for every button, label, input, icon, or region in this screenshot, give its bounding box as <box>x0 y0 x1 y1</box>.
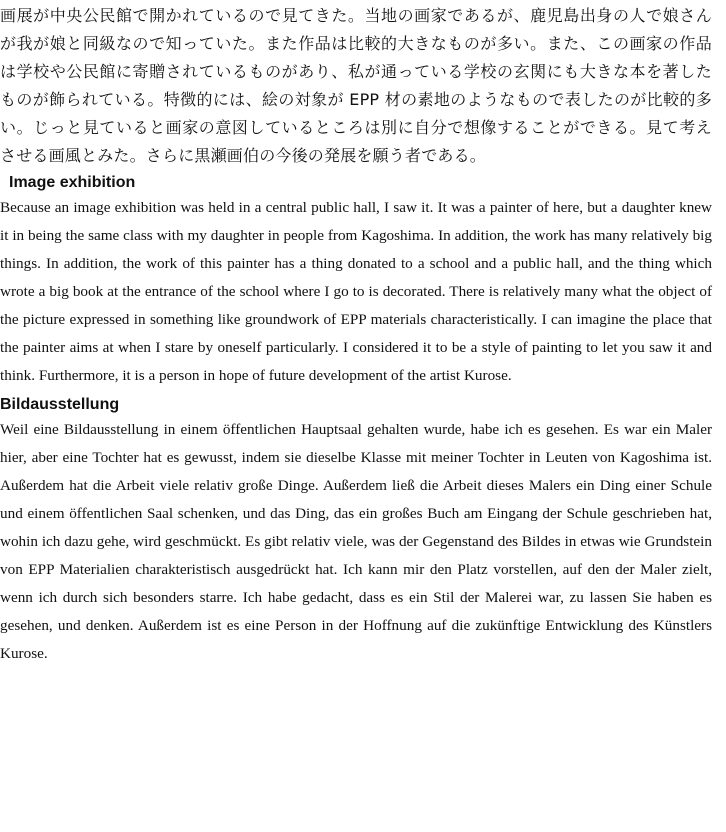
german-heading: Bildausstellung <box>0 396 120 413</box>
english-paragraph: Because an image exhibition was held in a central public hall, I saw it. It was a painter of here, but a daughter knew it in being the same class with my daughter in people from Kagoshima. In addition, the work has many relatively big things. In addition, the work of this painter has a thing donated to a school and a public hall, and the thing which wrote a big book at the entrance of the school where I go to is decorated. There is relatively many what the object of the picture expressed in something like groundwork of EPP materials characteristically. I can imagine the place that the painter aims at when I stare by oneself particularly. I considered it to be a style of painting to let you saw it and think. Furthermore, it is a person in hope of future development of the artist Kurose. <box>0 199 712 384</box>
german-paragraph: Weil eine Bildausstellung in einem öffentlichen Hauptsaal gehalten wurde, habe ich es gesehen. Es war ein Maler hier, aber eine Tochter hat es gewusst, indem sie dieselbe Klasse mit meiner Tochter in Leuten von Kagoshima ist. Außerdem hat die Arbeit viele relativ große Dinge. Außerdem ließ die Arbeit dieses Malers ein Ding einer Schule und einem öffentlichen Saal schenken, und das Ding, das ein großes Buch am Eingang der Schule geschrieben hat, wohin ich dazu gehe, wird geschmückt. Es gibt relativ viele, was der Gegenstand des Bildes in etwas wie Grundstein von EPP Materialien charakteristisch ausgedrückt hat. Ich kann mir den Platz vorstellen, auf den der Maler zielt, wenn ich durch sich besonders starre. Ich habe gedacht, dass es ein Stil der Malerei war, zu lassen Sie haben es gesehen, und denken. Außerdem ist es eine Person in der Hoffnung auf die zukünftige Entwicklung des Künstlers Kurose. <box>0 421 712 662</box>
english-heading: Image exhibition <box>9 174 136 191</box>
japanese-paragraph: 画展が中央公民館で開かれているので見てきた。当地の画家であるが、鹿児島出身の人で娘さんが我が娘と同級なので知っていた。また作品は比較的大きなものが多い。また、この画家の作品は学校や公民館に寄贈されているものがあり、私が通っている学校の玄関にも大きな本を著したものが飾られている。特徴的には、絵の対象が EPP 材の素地のようなもので表したのが比較的多い。じっと見ていると画家の意図しているところは別に自分で想像することができる。見て考えさせる画風とみた。さらに黒瀬画伯の今後の発展を願う者である。 <box>0 6 712 165</box>
